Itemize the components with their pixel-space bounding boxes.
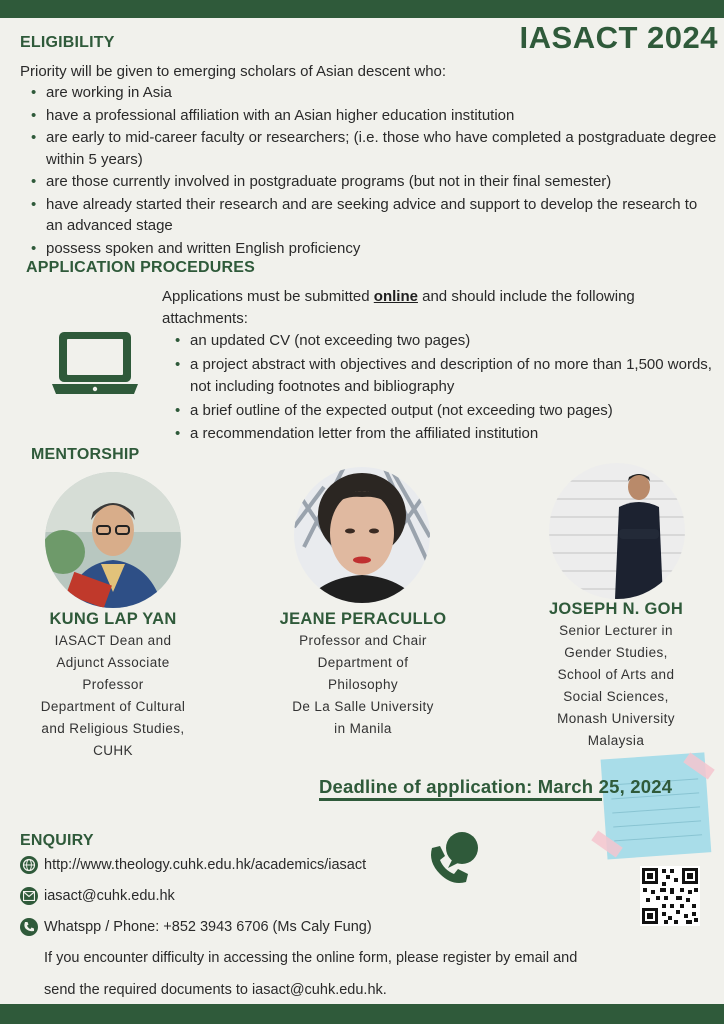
application-item: • an updated CV (not exceeding two pages) <box>172 330 712 353</box>
mentor-photo-goh <box>549 463 685 599</box>
eligibility-item: • have a professional affiliation with an Asian higher education institution <box>28 105 718 127</box>
eligibility-item: • have already started their research and are seeking advice and support to develop the research to an advanced stage <box>28 194 718 237</box>
application-heading: APPLICATION PROCEDURES <box>26 259 256 276</box>
eligibility-intro: Priority will be given to emerging scholars of Asian descent who: <box>20 63 447 80</box>
deadline-text: Deadline of application: March 25, 2024 <box>319 776 673 797</box>
application-intro: Applications must be submitted online and should include the following attachments: <box>162 288 635 327</box>
email-link[interactable]: iasact@cuhk.edu.hk <box>44 888 175 904</box>
deadline-underline <box>319 798 602 801</box>
mentor-role: IASACT Dean and Adjunct Associate Professor Department of Cultural and Religious Studies, CUHK <box>40 633 186 758</box>
mail-icon <box>20 887 38 905</box>
eligibility-heading: ELIGIBILITY <box>20 34 115 51</box>
top-band <box>0 0 724 18</box>
eligibility-item: • are those currently involved in postgraduate programs (but not in their final semester) <box>28 171 718 193</box>
mentorship-heading: MENTORSHIP <box>31 446 140 463</box>
application-item: • a project abstract with objectives and description of no more than 1,500 words, not including footnotes and bibliography <box>172 354 712 399</box>
sticky-note-decoration <box>590 752 720 862</box>
phone-text: Whatspp / Phone: +852 3943 6706 (Ms Caly Fung) <box>44 919 372 935</box>
application-item: • a brief outline of the expected output (not exceeding two pages) <box>172 400 712 423</box>
mentor-role: Professor and Chair Department of Philosophy De La Salle University in Manila <box>292 633 434 736</box>
website-link[interactable]: http://www.theology.cuhk.edu.hk/academics/iasact <box>44 857 367 873</box>
page-title: IASACT 2024 <box>519 20 718 55</box>
mentor-name: JEANE PERACULLO <box>279 610 447 628</box>
enquiry-note-line2: send the required documents to iasact@cuhk.edu.hk. <box>44 982 387 998</box>
website-row <box>20 856 366 874</box>
globe-icon <box>20 856 38 874</box>
eligibility-list <box>28 82 718 260</box>
application-item: • a recommendation letter from the affiliated institution <box>172 423 712 446</box>
laptop-icon <box>50 330 140 396</box>
eligibility-item: • possess spoken and written English proficiency <box>28 238 718 260</box>
eligibility-item: • are working in Asia <box>28 82 718 104</box>
phone-row <box>20 918 372 936</box>
online-link[interactable]: online <box>373 288 418 305</box>
mentor-photo-kung <box>45 472 181 608</box>
mentor-role: Senior Lecturer in Gender Studies, School of Arts and Social Sciences, Monash University Malaysia <box>557 623 675 748</box>
bottom-band <box>0 1004 724 1024</box>
application-list <box>172 330 712 447</box>
enquiry-heading: ENQUIRY <box>20 832 94 849</box>
mentor-photo-peracullo <box>294 467 430 603</box>
email-row <box>20 887 175 905</box>
eligibility-item: • are early to mid-career faculty or researchers; (i.e. those who have completed a postgraduate degree within 5 years) <box>28 127 718 170</box>
qr-code[interactable] <box>640 866 700 926</box>
enquiry-note-line1: If you encounter difficulty in accessing the online form, please register by email and <box>44 950 578 966</box>
phone-chat-icon <box>428 830 484 888</box>
mentor-name: JOSEPH N. GOH <box>548 600 684 618</box>
mentor-name: KUNG LAP YAN <box>49 610 177 628</box>
phone-icon <box>20 918 38 936</box>
